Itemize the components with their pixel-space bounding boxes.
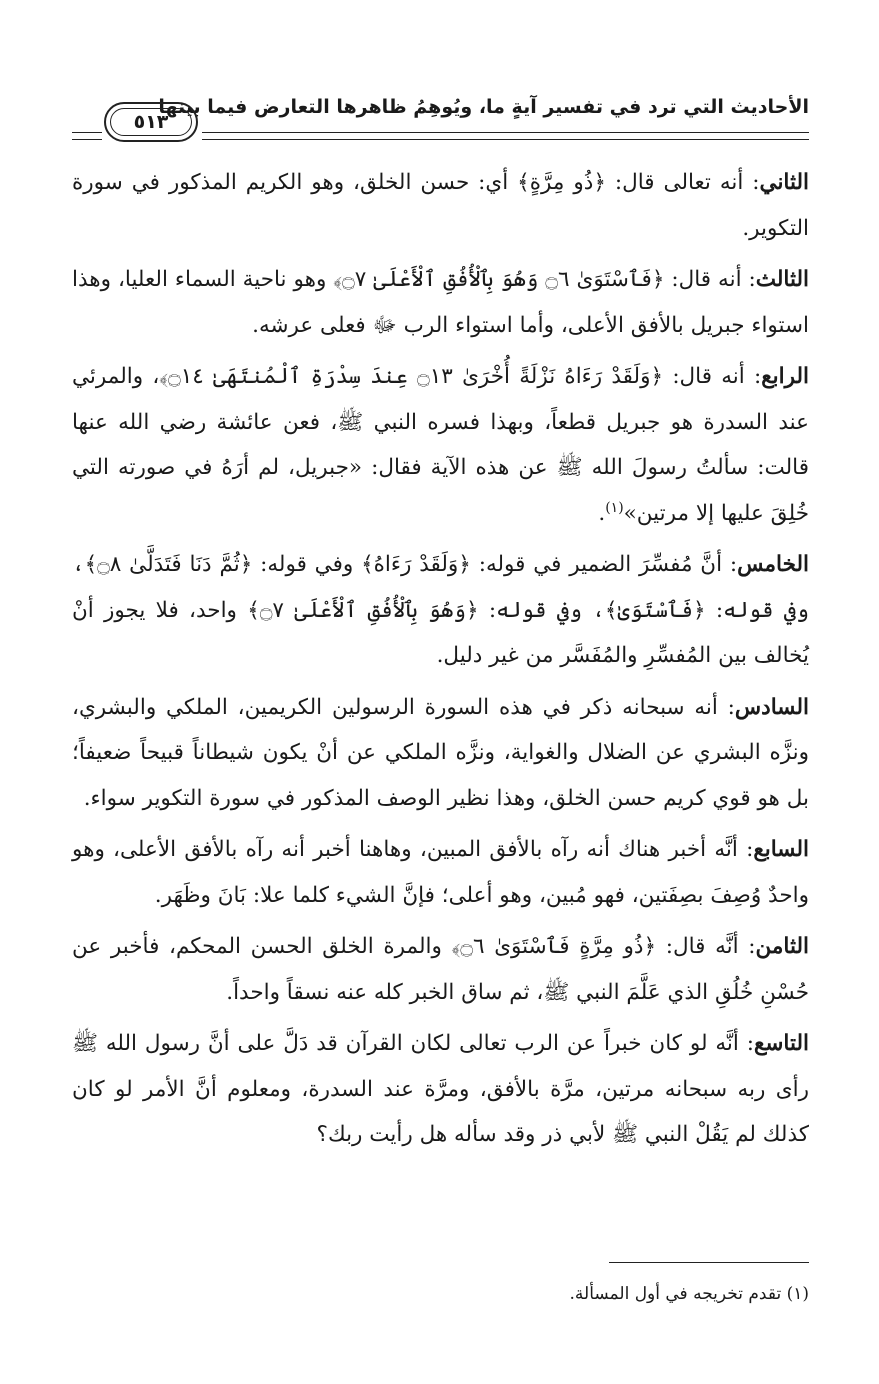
paragraph-text: : أنَّه أخبر هناك أنه رآه بالأفق المبين، وهاهنا أخبر أنه رآه بالأفق الأعلى، وهو واحدٌ وُصِفَ بصِفَتين، فهو مُبين، وهو أعلى؛ فإنَّ الشيء كلما علا: بَانَ وظَهَر. [72, 837, 809, 908]
paragraph-third [72, 257, 809, 348]
paragraph-lead: الثالث [755, 267, 809, 292]
footnote-text: تقدم تخريجه في أول المسألة. [569, 1284, 782, 1304]
paragraph-fourth [72, 354, 809, 536]
paragraph-text: : أنه تعالى قال: ﴿ذُو مِرَّةٍ﴾ أي: حسن الخلق، وهو الكريم المذكور في سورة التكوير. [72, 170, 809, 241]
paragraph-second [72, 160, 809, 251]
page-number-frame [104, 102, 198, 142]
footnote [72, 1280, 809, 1308]
paragraph-lead: السابع [753, 837, 809, 862]
paragraph-lead: التاسع [753, 1031, 809, 1056]
header-title: الأحاديث التي ترد في تفسير آيةٍ ما، ويُوهِمُ ظاهرها التعارض فيما بينها [158, 96, 809, 118]
page-number: ٥١٣ [110, 108, 192, 136]
footnote-separator [609, 1262, 809, 1263]
paragraph-lead: الثامن [755, 934, 809, 959]
paragraph-text: : أنَّه لو كان خبراً عن الرب تعالى لكان القرآن قد دَلَّ على أنَّ رسول الله ﷺ رأى ربه سبحانه مرتين، مرَّة بالأفق، ومرَّة عند السدرة، ومعلوم أنَّ الأمر لو كان كذلك لم يَقُلْ النبي ﷺ لأبي ذر وقد سأله هل رأيت ربك؟ [72, 1031, 809, 1147]
paragraph-text: : أنه سبحانه ذكر في هذه السورة الرسولين الكريمين، الملكي والبشري، ونزَّه البشري عن الضلال والغواية، ونزَّه الملكي عن أنْ يكون شيطاناً قبيحاً ضعيفاً؛ بل هو قوي كريم حسن الخلق، وهذا نظير الوصف المذكور في سورة التكوير سواء. [72, 694, 809, 811]
paragraph-text: : أنَّ مُفسِّرَ الضمير في قوله: ﴿وَلَقَدْ رَءَاهُ﴾ وفي قوله: ﴿ثُمَّ دَنَا فَتَدَلَّىٰ ۝٨﴾، وفي قوله: ﴿فَٱسْتَوَىٰ﴾، وفي قوله: ﴿وَهُوَ بِٱلْأُفُقِ ٱلْأَعْلَىٰ ۝٧﴾ واحد، فلا يجوز أنْ يُخالف بين المُفسِّرِ والمُفَسَّر من غير دليل. [72, 552, 810, 668]
paragraph-tail: . [598, 500, 606, 526]
header-rule-left [72, 132, 102, 140]
paragraph-seventh [72, 827, 809, 918]
paragraph-lead: الثاني [759, 170, 809, 195]
footnote-marker: (١) [786, 1284, 809, 1304]
paragraph-text: : أنَّه قال: ﴿ذُو مِرَّةٍ فَٱسْتَوَىٰ ۝٦﴾ والمرة الخلق الحسن المحكم، فأخبر عن حُسْنِ خُلُقِ الذي عَلَّمَ النبي ﷺ، ثم ساق الخبر كله عنه نسقاً واحداً. [72, 934, 809, 1005]
paragraph-lead: الرابع [761, 364, 810, 389]
paragraph-lead: السادس [734, 694, 809, 720]
page [72, 0, 809, 1384]
body-text [72, 160, 809, 1164]
paragraph-ninth [72, 1021, 809, 1158]
paragraph-text: : أنه قال: ﴿فَٱسْتَوَىٰ ۝٦ وَهُوَ بِٱلْأُفُقِ ٱلْأَعْلَىٰ ۝٧﴾ وهو ناحية السماء العليا، وهذا استواء جبريل بالأفق الأعلى، وأما استواء الرب ﷻ فعلى عرشه. [72, 267, 809, 338]
paragraph-lead: الخامس [737, 552, 809, 577]
paragraph-text: : أنه قال: ﴿وَلَقَدْ رَءَاهُ نَزْلَةً أُخْرَىٰ ۝١٣ عِندَ سِدْرَةِ ٱلْمُنتَهَىٰ ۝١٤﴾، والمرئي عند السدرة هو جبريل قطعاً، وبهذا فسره النبي ﷺ، فعن عائشة رضي الله عنها قالت: سألتُ رسولَ الله ﷺ عن هذه الآية فقال: «جبريل، لم أرَهُ في صورته التي خُلِقَ عليها إلا مرتين» [72, 364, 809, 526]
header-rule [202, 132, 809, 140]
running-header [72, 92, 809, 146]
footnote-reference[interactable]: (١) [605, 499, 624, 516]
paragraph-eighth [72, 924, 809, 1015]
paragraph-sixth [72, 685, 809, 822]
paragraph-fifth [72, 542, 809, 679]
